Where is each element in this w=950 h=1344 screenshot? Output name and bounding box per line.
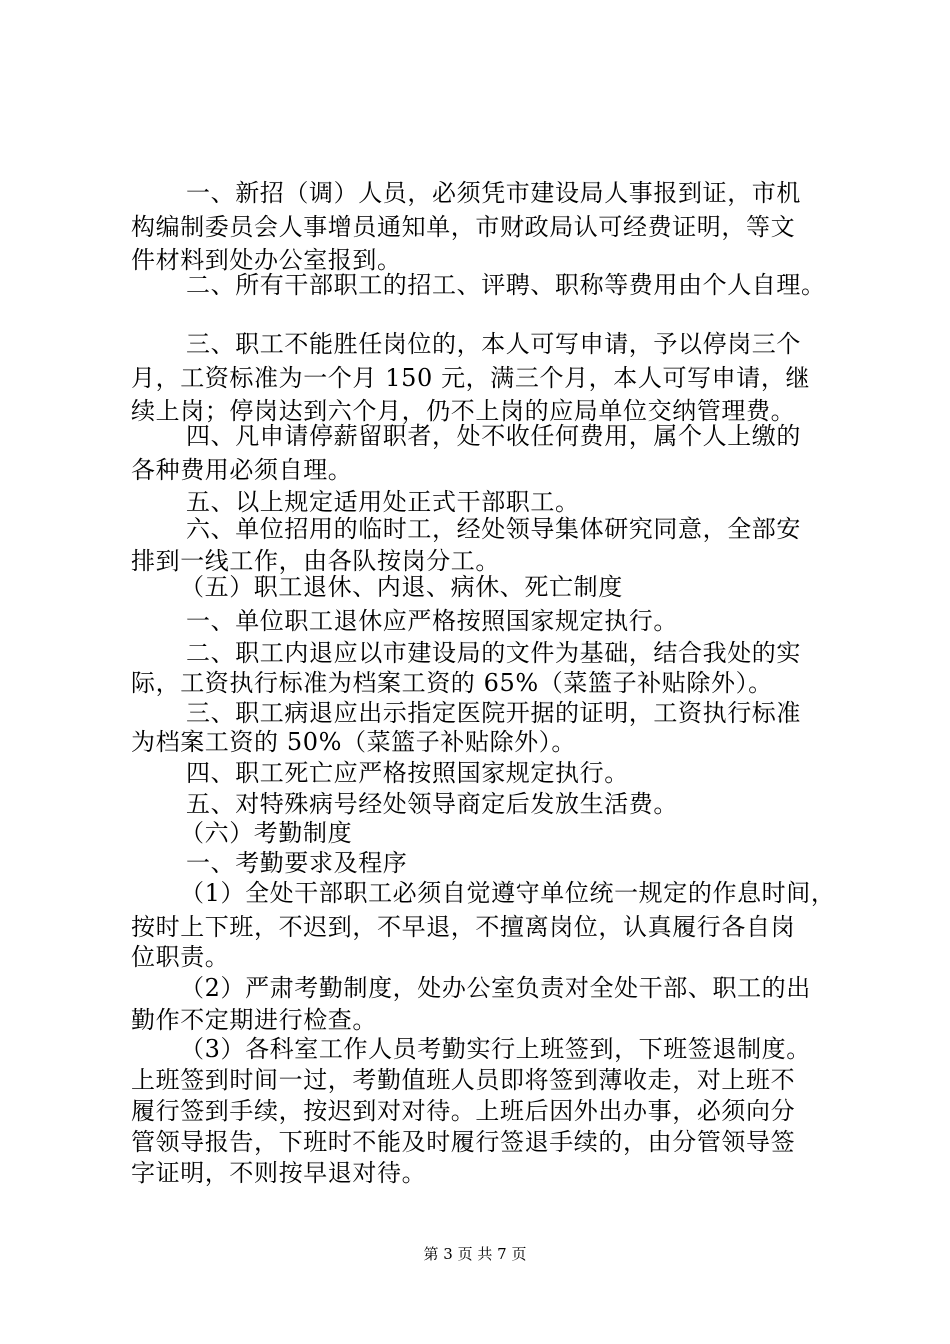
body-line: 四、职工死亡应严格按照国家规定执行。 xyxy=(186,759,629,787)
body-line: 按时上下班，不迟到，不早退，不擅离岗位，认真履行各自岗 xyxy=(131,913,796,941)
body-line: （2）严肃考勤制度，处办公室负责对全处干部、职工的出 xyxy=(180,974,811,1002)
body-line: 际，工资执行标准为档案工资的 65%（菜篮子补贴除外）。 xyxy=(131,669,773,697)
body-line: 四、凡申请停薪留职者，处不收任何费用，属个人上缴的 xyxy=(186,422,801,450)
body-line: （3）各科室工作人员考勤实行上班签到，下班签退制度。 xyxy=(180,1035,811,1063)
body-line: 五、以上规定适用处正式干部职工。 xyxy=(186,488,580,516)
section-heading: （五）职工退休、内退、病休、死亡制度 xyxy=(180,573,623,601)
section-heading: （六）考勤制度 xyxy=(180,819,353,847)
page-number-footer: 第 3 页 共 7 页 xyxy=(423,1245,527,1263)
body-line: 一、考勤要求及程序 xyxy=(186,849,408,877)
body-line: 排到一线工作，由各队按岗分工。 xyxy=(131,547,500,575)
body-line: 一、新招（调）人员，必须凭市建设局人事报到证，市机 xyxy=(186,179,801,207)
body-line: 五、对特殊病号经处领导商定后发放生活费。 xyxy=(186,790,678,818)
body-line: 三、职工不能胜任岗位的，本人可写申请，予以停岗三个 xyxy=(186,330,801,358)
body-line: 勤作不定期进行检查。 xyxy=(131,1006,377,1034)
body-line: 二、所有干部职工的招工、评聘、职称等费用由个人自理。 xyxy=(186,271,826,299)
body-line: 构编制委员会人事增员通知单，市财政局认可经费证明，等文 xyxy=(131,213,796,241)
body-line: 一、单位职工退休应严格按照国家规定执行。 xyxy=(186,607,678,635)
body-line: 管领导报告，下班时不能及时履行签退手续的，由分管领导签 xyxy=(131,1128,796,1156)
body-line: 六、单位招用的临时工，经处领导集体研究同意，全部安 xyxy=(186,515,801,543)
body-line: 月，工资标准为一个月 150 元，满三个月，本人可写申请，继 xyxy=(131,364,811,392)
body-line: 各种费用必须自理。 xyxy=(131,456,353,484)
body-line: 为档案工资的 50%（菜篮子补贴除外）。 xyxy=(131,728,576,756)
body-line: 二、职工内退应以市建设局的文件为基础，结合我处的实 xyxy=(186,639,801,667)
body-line: 上班签到时间一过，考勤值班人员即将签到薄收走，对上班不 xyxy=(131,1066,796,1094)
body-line: 履行签到手续，按迟到对对待。上班后因外出办事，必须向分 xyxy=(131,1097,796,1125)
body-line: 字证明，不则按早退对待。 xyxy=(131,1159,427,1187)
body-line: 位职责。 xyxy=(131,943,230,971)
body-line: 三、职工病退应出示指定医院开据的证明，工资执行标准 xyxy=(186,699,801,727)
body-line: （1）全处干部职工必须自觉遵守单位统一规定的作息时间， xyxy=(180,879,836,907)
body-line: 续上岗；停岗达到六个月，仍不上岗的应局单位交纳管理费。 xyxy=(131,397,796,425)
body-line: 件材料到处办公室报到。 xyxy=(131,246,402,274)
